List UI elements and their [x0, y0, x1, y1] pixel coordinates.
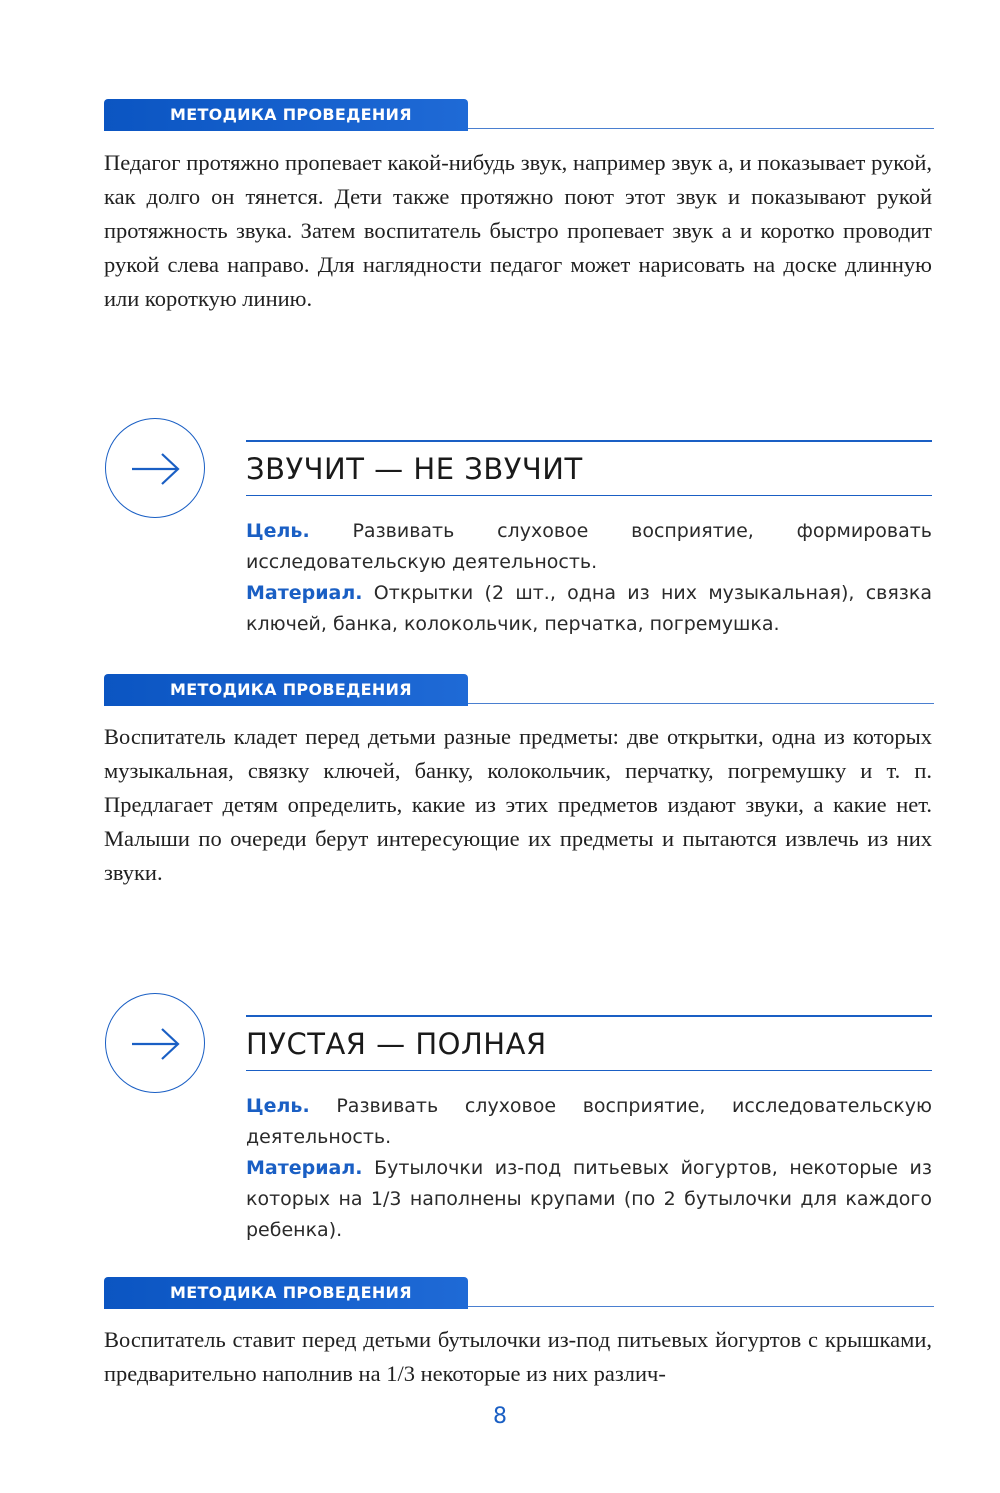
method-header-rule — [468, 1306, 934, 1307]
game-1-goal-label: Цель. — [246, 520, 310, 542]
game-1-method-paragraph: Воспитатель кладет перед детьми разные предметы: две открытки, одна из которых музыкальная, связку ключей, банку, колокольчик, перчатку, погремушку и т. п. Предлагает детям определить, какие из этих предметов издают звуки, а какие нет. Малыши по очереди берут интересующие их предметы и пытаются извлечь из них звуки. — [104, 724, 932, 885]
game-2-goal — [246, 1091, 932, 1153]
game-2-method-paragraph: Воспитатель ставит перед детьми бутылочки из-под питьевых йогуртов с крышками, предварительно наполнив на 1/3 некоторые из них различ- — [104, 1327, 932, 1386]
game-2-title-rule-top — [246, 1015, 932, 1017]
intro-paragraph: Педагог протяжно пропевает какой-нибудь звук, например звук а, и показывает рукой, как долго он тянется. Дети также протяжно поют этот звук и показывают рукой протяжность звука. Затем воспитатель быстро пропевает звук а и коротко проводит рукой слева направо. Для наглядности педагог может нарисовать на доске длинную или короткую линию. — [104, 150, 932, 311]
method-header — [104, 1277, 934, 1309]
game-1-title: ЗВУЧИТ — НЕ ЗВУЧИТ — [246, 452, 583, 486]
game-1-title-block — [246, 440, 932, 496]
method-header-label: МЕТОДИКА ПРОВЕДЕНИЯ — [104, 1277, 468, 1309]
page-number: 8 — [493, 1404, 507, 1429]
game-1-goal-text: Развивать слуховое восприятие, формировать исследовательскую деятельность. — [246, 520, 932, 573]
arrow-right-icon — [130, 1027, 182, 1061]
method-header-label: МЕТОДИКА ПРОВЕДЕНИЯ — [104, 99, 468, 131]
game-2-goal-label: Цель. — [246, 1095, 310, 1117]
game-2-arrow-circle — [105, 993, 205, 1093]
game-1-goal — [246, 516, 932, 578]
game-1-material-text: Открытки (2 шт., одна из них музыкальная), связка ключей, банка, колокольчик, перчатка, погремушка. — [246, 582, 932, 635]
game-1-title-rule-bottom — [246, 495, 932, 496]
game-1-title-rule-top — [246, 440, 932, 442]
game-2-material-label: Материал. — [246, 1157, 363, 1179]
arrow-right-icon — [130, 452, 182, 486]
game-2-material-text: Бутылочки из-под питьевых йогуртов, некоторые из которых на 1/3 наполнены крупами (по 2 бутылочки для каждого ребенка). — [246, 1157, 932, 1241]
method-header-label: МЕТОДИКА ПРОВЕДЕНИЯ — [104, 674, 468, 706]
game-1-material-label: Материал. — [246, 582, 363, 604]
game-2-material — [246, 1153, 932, 1246]
game-1-arrow-circle — [105, 418, 205, 518]
game-2-title-block — [246, 1015, 932, 1071]
method-header-rule — [468, 703, 934, 704]
game-2-title-rule-bottom — [246, 1070, 932, 1071]
game-1-material — [246, 578, 932, 640]
game-2-title: ПУСТАЯ — ПОЛНАЯ — [246, 1027, 547, 1061]
game-2-goal-text: Развивать слуховое восприятие, исследовательскую деятельность. — [246, 1095, 932, 1148]
method-header — [104, 674, 934, 706]
method-header-rule — [468, 128, 934, 129]
method-header — [104, 99, 934, 131]
